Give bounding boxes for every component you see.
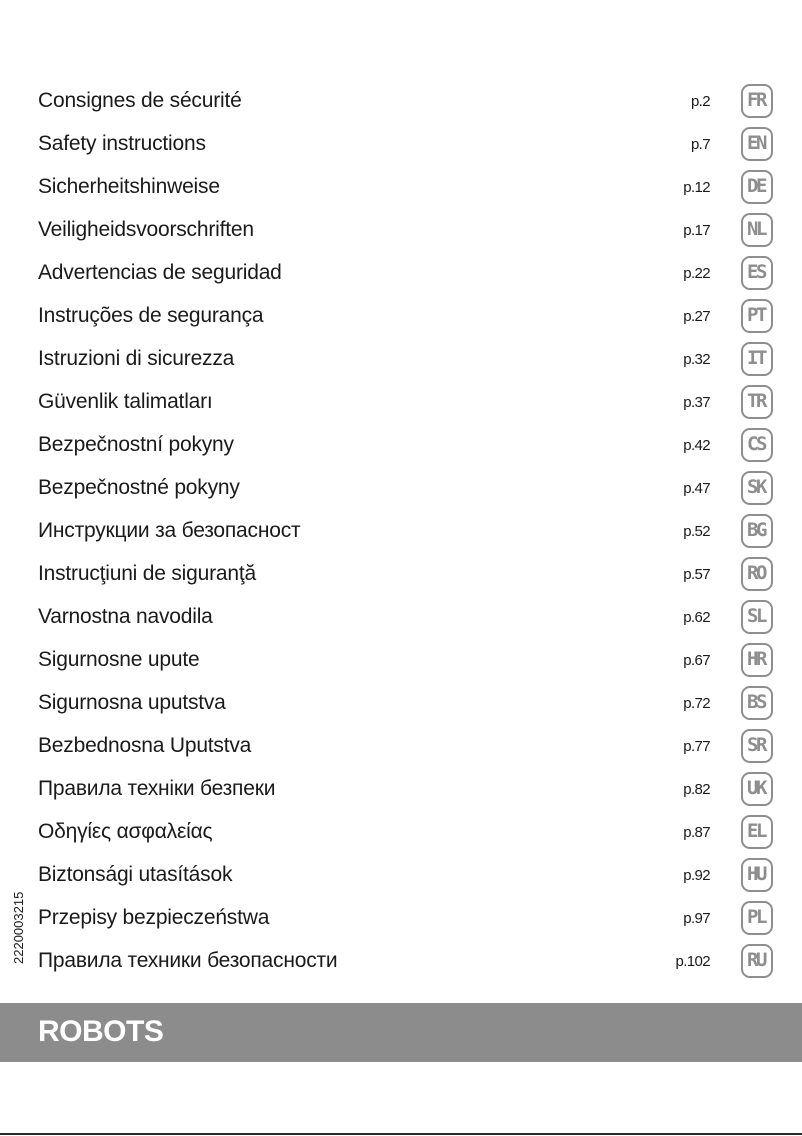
toc-entry-bg[interactable] <box>0 510 802 553</box>
toc-entry-title: Istruzioni di sicurezza <box>38 347 235 370</box>
toc-entry-page: p.77 <box>683 738 710 755</box>
toc-entry-hr[interactable] <box>0 639 802 682</box>
toc-entry-en[interactable] <box>0 123 802 166</box>
toc-entry-sr[interactable] <box>0 725 802 768</box>
toc-entry-page: p.47 <box>683 480 710 497</box>
toc-entry-page: p.22 <box>683 265 710 282</box>
toc-entry-title: Sicherheitshinweise <box>38 175 220 198</box>
language-code-badge: CS <box>741 428 773 462</box>
language-code-badge: NL <box>741 213 773 247</box>
language-code-badge: SR <box>741 729 773 763</box>
language-code-badge: TR <box>741 385 773 419</box>
toc-entry-title: Инструкции за безопасност <box>38 519 301 542</box>
toc-entry-page: p.92 <box>683 867 710 884</box>
toc-entry-nl[interactable] <box>0 209 802 252</box>
language-code-badge: EN <box>741 127 773 161</box>
table-of-contents <box>0 80 802 983</box>
toc-entry-title: Biztonsági utasítások <box>38 863 233 886</box>
toc-entry-tr[interactable] <box>0 381 802 424</box>
toc-entry-title: Bezpečnostné pokyny <box>38 476 240 499</box>
toc-entry-title: Правила техники безопасности <box>38 949 338 972</box>
toc-entry-page: p.67 <box>683 652 710 669</box>
toc-entry-sl[interactable] <box>0 596 802 639</box>
brand-banner <box>0 1003 802 1062</box>
bottom-divider <box>0 1133 802 1135</box>
toc-entry-title: Przepisy bezpieczeństwa <box>38 906 270 929</box>
toc-entry-title: Güvenlik talimatları <box>38 390 213 413</box>
language-code-badge: HU <box>741 858 773 892</box>
language-code-badge: HR <box>741 643 773 677</box>
toc-entry-de[interactable] <box>0 166 802 209</box>
toc-entry-title: Bezpečnostní pokyny <box>38 433 234 456</box>
toc-entry-hu[interactable] <box>0 854 802 897</box>
language-code-badge: SK <box>741 471 773 505</box>
language-code-badge: IT <box>741 342 773 376</box>
toc-entry-title: Οδηγίες ασφαλείας <box>38 820 213 843</box>
toc-entry-ro[interactable] <box>0 553 802 596</box>
language-code-badge: ES <box>741 256 773 290</box>
toc-entry-page: p.97 <box>683 910 710 927</box>
language-code-badge: DE <box>741 170 773 204</box>
toc-entry-page: p.7 <box>690 136 710 153</box>
toc-entry-page: p.32 <box>683 351 710 368</box>
language-code-badge: RO <box>741 557 773 591</box>
toc-entry-page: p.2 <box>690 93 710 110</box>
toc-entry-pl[interactable] <box>0 897 802 940</box>
language-code-badge: PL <box>741 901 773 935</box>
toc-entry-el[interactable] <box>0 811 802 854</box>
language-code-badge: RU <box>741 944 773 978</box>
toc-entry-sk[interactable] <box>0 467 802 510</box>
toc-entry-title: Veiligheidsvoorschriften <box>38 218 254 241</box>
toc-entry-bs[interactable] <box>0 682 802 725</box>
toc-entry-page: p.57 <box>683 566 710 583</box>
toc-entry-title: Varnostna navodila <box>38 605 213 628</box>
toc-entry-uk[interactable] <box>0 768 802 811</box>
toc-entry-title: Правила техніки безпеки <box>38 777 276 800</box>
toc-entry-title: Consignes de sécurité <box>38 89 242 112</box>
toc-entry-title: Instrucţiuni de siguranţă <box>38 562 256 585</box>
toc-entry-ru[interactable] <box>0 940 802 983</box>
toc-entry-fr[interactable] <box>0 80 802 123</box>
language-code-badge: PT <box>741 299 773 333</box>
document-code: 2220003215 <box>11 891 26 964</box>
toc-entry-page: p.27 <box>683 308 710 325</box>
toc-entry-es[interactable] <box>0 252 802 295</box>
toc-entry-title: Instruções de segurança <box>38 304 264 327</box>
toc-entry-page: p.52 <box>683 523 710 540</box>
language-code-badge: FR <box>741 84 773 118</box>
toc-entry-it[interactable] <box>0 338 802 381</box>
language-code-badge: BG <box>741 514 773 548</box>
toc-entry-page: p.62 <box>683 609 710 626</box>
toc-entry-title: Bezbednosna Uputstva <box>38 734 252 757</box>
brand-name: ROBOTS <box>38 1015 164 1048</box>
toc-entry-title: Advertencias de seguridad <box>38 261 282 284</box>
toc-entry-page: p.87 <box>683 824 710 841</box>
toc-entry-title: Safety instructions <box>38 132 206 155</box>
toc-entry-page: p.17 <box>683 222 710 239</box>
toc-entry-page: p.37 <box>683 394 710 411</box>
toc-entry-page: p.42 <box>683 437 710 454</box>
toc-entry-page: p.12 <box>683 179 710 196</box>
toc-entry-page: p.102 <box>675 953 710 970</box>
toc-entry-page: p.82 <box>683 781 710 798</box>
toc-entry-page: p.72 <box>683 695 710 712</box>
language-code-badge: UK <box>741 772 773 806</box>
toc-entry-cs[interactable] <box>0 424 802 467</box>
toc-entry-title: Sigurnosne upute <box>38 648 200 671</box>
toc-entry-title: Sigurnosna uputstva <box>38 691 226 714</box>
language-code-badge: SL <box>741 600 773 634</box>
toc-entry-pt[interactable] <box>0 295 802 338</box>
language-code-badge: EL <box>741 815 773 849</box>
language-code-badge: BS <box>741 686 773 720</box>
